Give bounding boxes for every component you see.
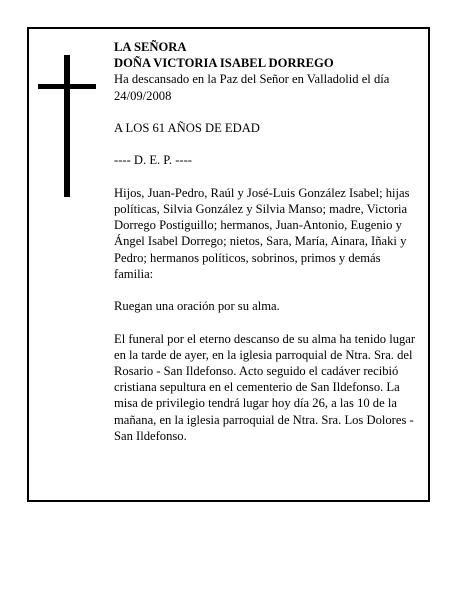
prayer-line: Ruegan una oración por su alma. bbox=[114, 299, 280, 314]
cross-icon-bar bbox=[38, 84, 96, 89]
funeral-paragraph: El funeral por el eterno descanso de su alma ha tenido lugar en la tarde de ayer, en la iglesia parroquial de Ntra. Sra. del Rosario - San Ildefonso. Acto seguido el cadáver recibió cristiana sepultura en el cementerio de San Ildefonso. La misa de privilegio tendrá lugar hoy día 26, a las 10 de la mañana, en la iglesia parroquial de Ntra. Sra. Los Dolores - San Ildefonso. bbox=[114, 331, 416, 443]
rip-line: ---- D. E. P. ---- bbox=[114, 153, 192, 168]
death-date: 24/09/2008 bbox=[114, 88, 172, 103]
age-line: A LOS 61 AÑOS DE EDAD bbox=[114, 121, 260, 135]
notice-title: LA SEÑORA bbox=[114, 40, 187, 54]
announcement-line: Ha descansado en la Paz del Señor en Valladolid el día bbox=[114, 72, 390, 87]
cross-icon bbox=[64, 55, 70, 197]
deceased-name: DOÑA VICTORIA ISABEL DORREGO bbox=[114, 56, 334, 71]
obituary-text bbox=[114, 39, 422, 444]
family-paragraph: Hijos, Juan-Pedro, Raúl y José-Luis González Isabel; hijas políticas, Silvia González y Silvia Manso; madre, Victoria Dorrego Postiguillo; hermanos, Juan-Antonio, Eugenio y Ángel Isabel Dorrego; nietos, Sara, María, Ainara, Iñaki y Pedro; hermanos políticos, sobrinos, primos y demás familia: bbox=[114, 185, 410, 281]
